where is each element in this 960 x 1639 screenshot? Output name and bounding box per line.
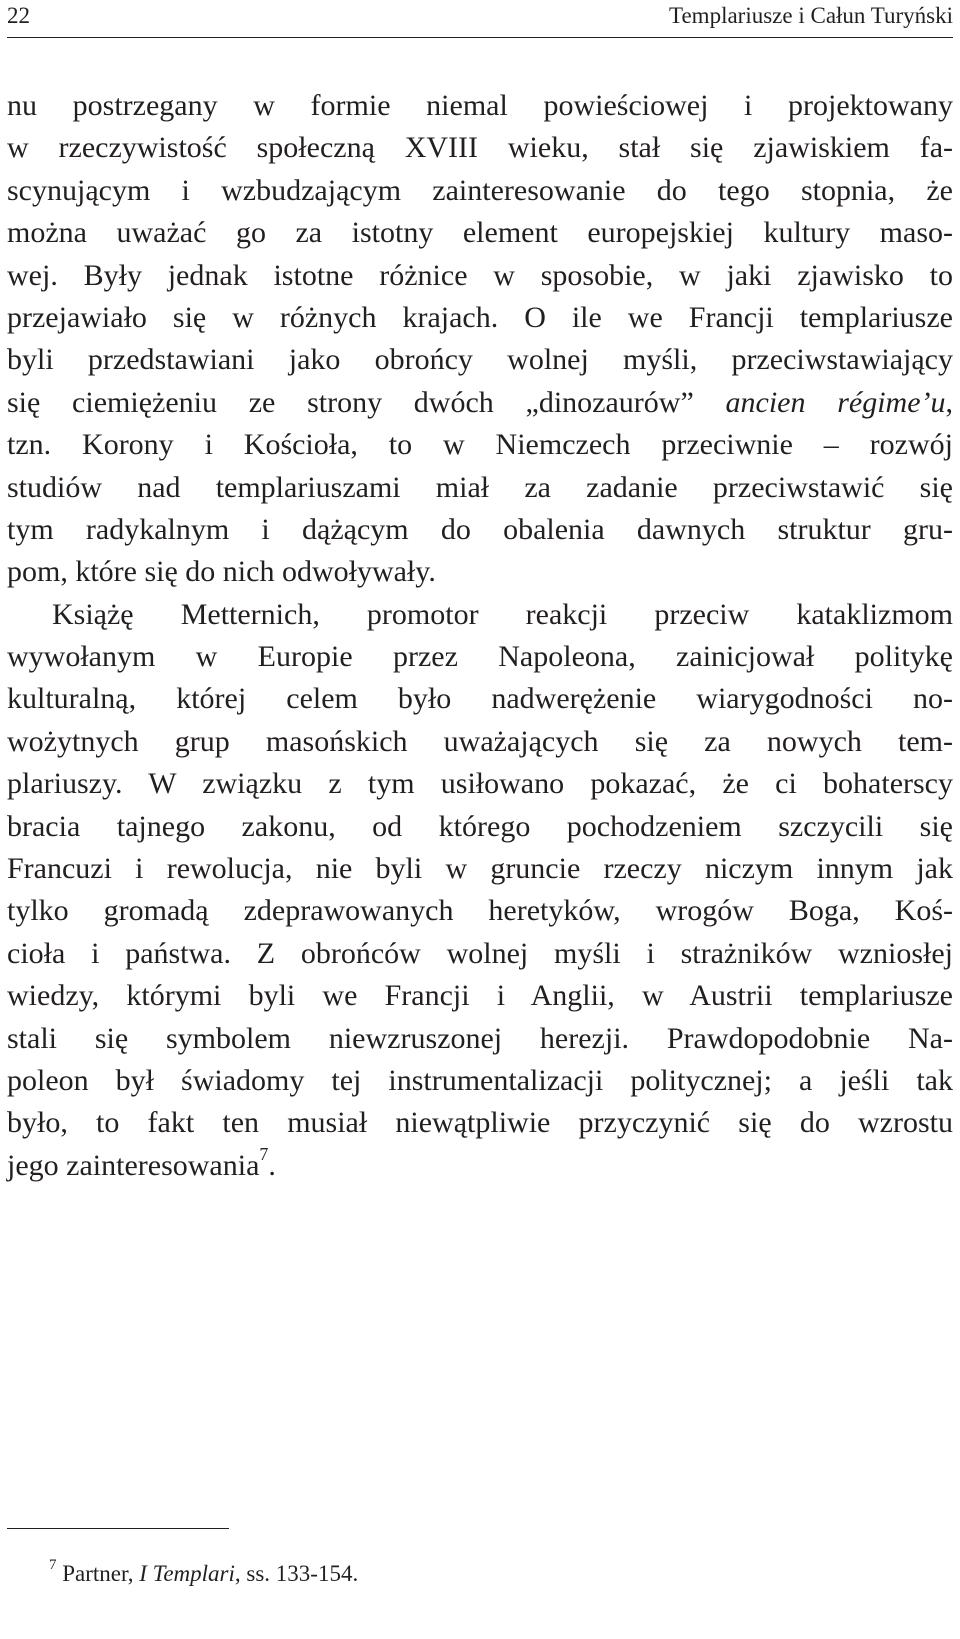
text-line: cioła i państwa. Z obrońców wolnej myśli i strażników wzniosłej bbox=[7, 936, 953, 970]
text-line: studiów nad templariuszami miał za zadanie przeciwstawić się bbox=[7, 470, 953, 504]
text-line: bracia tajnego zakonu, od którego pochodzeniem szczycili się bbox=[7, 809, 953, 843]
book-page bbox=[7, 0, 953, 1639]
page-number: 22 bbox=[7, 3, 30, 28]
text-line: w rzeczywistość społeczną XVIII wieku, stał się zjawiskiem fa- bbox=[7, 131, 953, 165]
text-line: tylko gromadą zdeprawowanych heretyków, wrogów Boga, Koś- bbox=[7, 894, 953, 928]
text-line: wej. Były jednak istotne różnice w sposobie, w jaki zjawisko to bbox=[7, 258, 953, 292]
text-line: pom, które się do nich odwoływały. bbox=[7, 555, 436, 589]
text-line: było, to fakt ten musiał niewątpliwie przyczynić się do wzrostu bbox=[7, 1106, 953, 1140]
text-line: wożytnych grup masońskich uważających się za nowych tem- bbox=[7, 724, 953, 758]
text-line: wiedzy, którymi byli we Francji i Anglii, w Austrii templariusze bbox=[7, 979, 953, 1013]
text-line: poleon był świadomy tej instrumentalizacji politycznej; a jeśli tak bbox=[7, 1063, 953, 1097]
text-line: można uważać go za istotny element europejskiej kultury maso- bbox=[7, 216, 953, 250]
text-line: kulturalną, której celem było nadwerężenie wiarygodności no- bbox=[7, 682, 953, 716]
text-line: wywołanym w Europie przez Napoleona, zainicjował politykę bbox=[7, 640, 953, 674]
text-run: jego zainteresowania bbox=[7, 1148, 260, 1182]
text-line: tzn. Korony i Kościoła, to w Niemczech przeciwnie – rozwój bbox=[7, 428, 953, 462]
footnote-pages: , ss. 133-154. bbox=[234, 1561, 359, 1586]
running-head bbox=[7, 2, 953, 34]
text-run: , bbox=[945, 385, 954, 419]
footnote-marker: 7 bbox=[49, 1557, 57, 1574]
footnote-reference[interactable]: 7 bbox=[259, 1143, 269, 1164]
text-run: . bbox=[268, 1148, 276, 1182]
text-line: scynującym i wzbudzającym zainteresowanie do tego stopnia, że bbox=[7, 173, 953, 207]
italic-phrase: ancien régime’u bbox=[725, 385, 946, 419]
text-line: tym radykalnym i dążącym do obalenia dawnych struktur gru- bbox=[7, 512, 953, 546]
text-line: byli przedstawiani jako obrońcy wolnej myśli, przeciwstawiający bbox=[7, 343, 953, 377]
text-line: Francuzi i rewolucja, nie byli w gruncie rzeczy niczym innym jak bbox=[7, 852, 953, 886]
footnote bbox=[49, 1557, 359, 1588]
text-line: stali się symbolem niewzruszonej herezji. Prawdopodobnie Na- bbox=[7, 1021, 953, 1055]
header-rule bbox=[7, 37, 953, 38]
text-line: przejawiało się w różnych krajach. O ile we Francji templariusze bbox=[7, 300, 953, 334]
footnote-title: I Templari bbox=[139, 1561, 235, 1586]
paragraph-2 bbox=[7, 594, 953, 1187]
footnote-rule bbox=[7, 1528, 229, 1529]
text-run: się ciemiężeniu ze strony dwóch „dinozaurów” bbox=[7, 385, 694, 419]
running-title: Templariusze i Całun Turyński bbox=[669, 3, 953, 28]
body-text bbox=[7, 85, 953, 1187]
text-line: nu postrzegany w formie niemal powieściowej i projektowany bbox=[7, 89, 953, 122]
paragraph-1 bbox=[7, 85, 953, 594]
text-line bbox=[7, 382, 953, 424]
text-line bbox=[7, 1145, 953, 1187]
text-line: Książę Metternich, promotor reakcji przeciw kataklizmom bbox=[52, 597, 953, 631]
footnote-author: Partner, bbox=[62, 1561, 134, 1586]
text-line: plariuszy. W związku z tym usiłowano pokazać, że ci bohaterscy bbox=[7, 767, 953, 801]
